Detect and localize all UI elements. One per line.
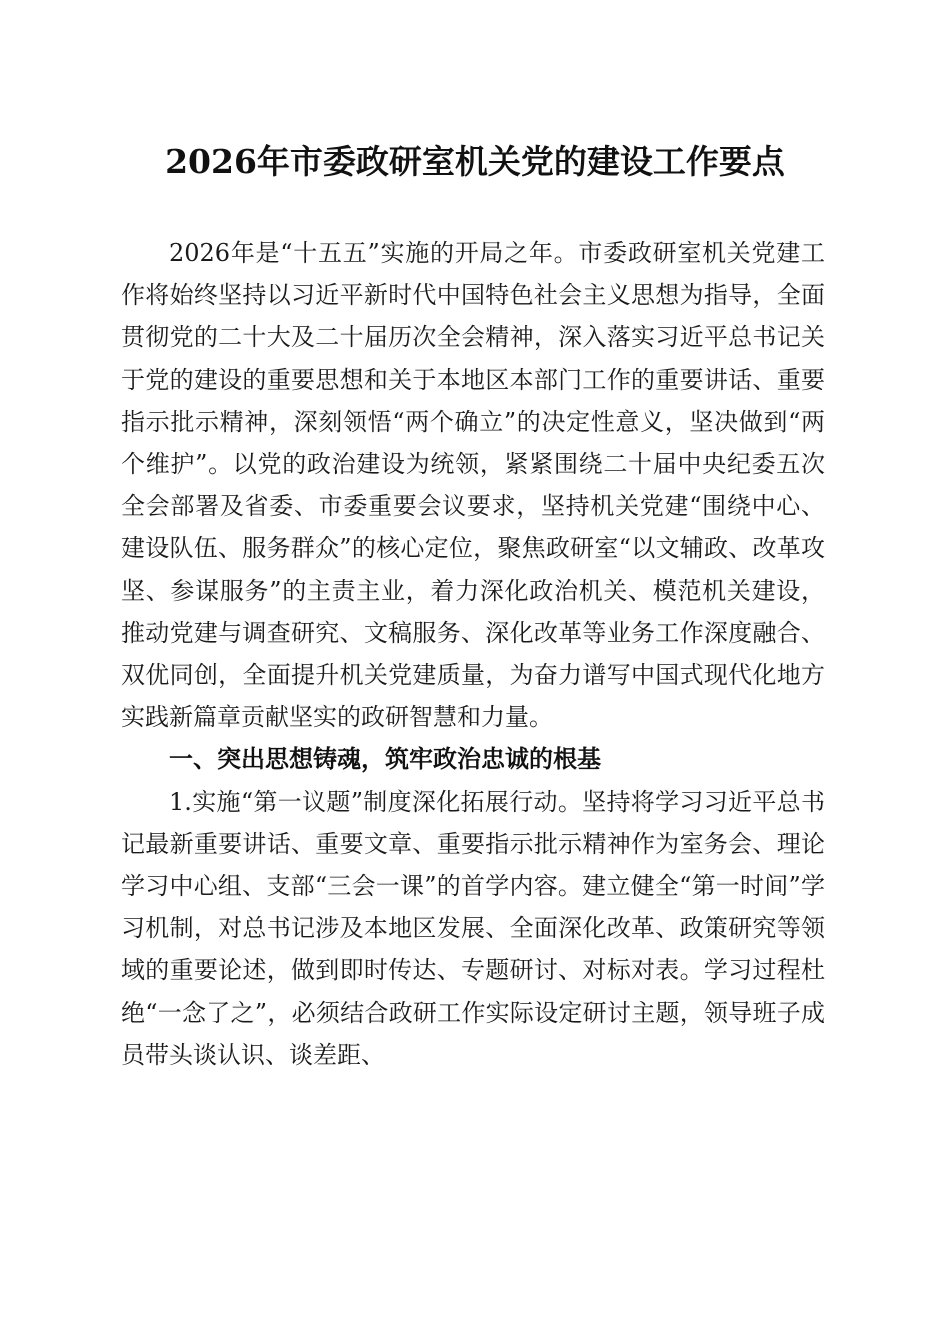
document-title: 2026年市委政研室机关党的建设工作要点 <box>165 142 785 181</box>
document-body <box>121 232 825 1076</box>
section-heading: 一、突出思想铸魂，筑牢政治忠诚的根基 <box>169 745 601 774</box>
intro-paragraph: 2026年是“十五五”实施的开局之年。市委政研室机关党建工作将始终坚持以习近平新时代中国特色社会主义思想为指导，全面贯彻党的二十大及二十届历次全会精神，深入落实习近平总书记关于党的建设的重要思想和关于本地区本部门工作的重要讲话、重要指示批示精神，深刻领悟“两个确立”的决定性意义，坚决做到“两个维护”。以党的政治建设为统领，紧紧围绕二十届中央纪委五次全会部署及省委、市委重要会议要求，坚持机关党建“围绕中心、建设队伍、服务群众”的核心定位，聚焦政研室“以文辅政、改革攻坚、参谋服务”的主责主业，着力深化政治机关、模范机关建设，推动党建与调查研究、文稿服务、深化改革等业务工作深度融合、双优同创，全面提升机关党建质量，为奋力谱写中国式现代化地方实践新篇章贡献坚实的政研智慧和力量。 <box>121 239 825 732</box>
item-paragraph: 1.实施“第一议题”制度深化拓展行动。坚持将学习习近平总书记最新重要讲话、重要文章、重要指示批示精神作为室务会、理论学习中心组、支部“三会一课”的首学内容。建立健全“第一时间”学习机制，对总书记涉及本地区发展、全面深化改革、政策研究等领域的重要论述，做到即时传达、专题研讨、对标对表。学习过程杜绝“一念了之”，必须结合政研工作实际设定研讨主题，领导班子成员带头谈认识、谈差距、 <box>121 787 825 1069</box>
